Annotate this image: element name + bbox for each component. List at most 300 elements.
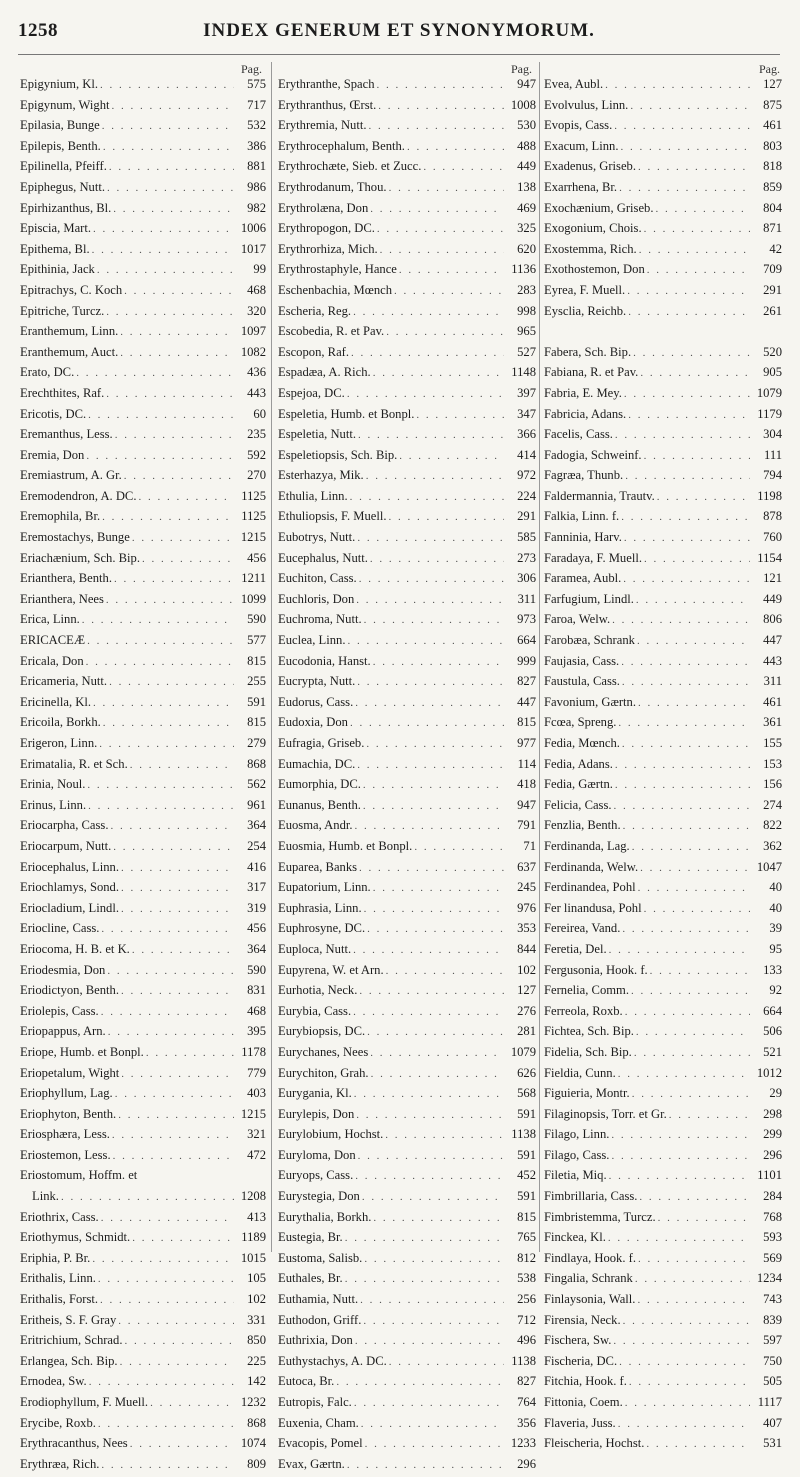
entry-page: 395 xyxy=(247,1024,266,1039)
leader-dots xyxy=(637,244,750,256)
index-entry xyxy=(278,1230,536,1251)
entry-name: Erythrochæte, Sieb. et Zucc. xyxy=(278,159,422,174)
entry-name: Espeletia, Humb. et Bonpl. xyxy=(278,406,415,421)
entry-page: 95 xyxy=(769,941,782,956)
leader-dots xyxy=(348,491,504,503)
entry-page: 591 xyxy=(247,694,266,709)
index-entry xyxy=(544,1045,782,1066)
entry-name: Eriothrix, Cass. xyxy=(20,1209,99,1224)
entry-name: Fergusonia, Hook. f. xyxy=(544,962,648,977)
leader-dots xyxy=(603,79,750,91)
entry-page: 319 xyxy=(247,900,266,915)
entry-name: Erinus, Linn. xyxy=(20,797,87,812)
leader-dots xyxy=(116,1315,234,1327)
entry-page: 1125 xyxy=(241,488,266,503)
index-column-1 xyxy=(20,62,266,1471)
page-title: INDEX GENERUM ET SYNONYMORUM. xyxy=(203,20,595,41)
leader-dots xyxy=(104,306,234,318)
leader-dots xyxy=(107,676,234,688)
leader-dots xyxy=(128,759,234,771)
entry-name: Finckea, Kl. xyxy=(544,1230,606,1245)
entry-name: Epigynum, Wight xyxy=(20,97,110,112)
leader-dots xyxy=(634,1026,750,1038)
entry-name: Fedia, Adans. xyxy=(544,756,613,771)
index-entry xyxy=(20,1271,266,1292)
index-entry xyxy=(544,963,782,984)
index-entry xyxy=(544,901,782,922)
index-entry xyxy=(20,304,266,325)
entry-name: Eurythalia, Borkh. xyxy=(278,1209,372,1224)
entry-page: 590 xyxy=(247,962,266,977)
entry-page: 859 xyxy=(763,179,782,194)
entry-name: Exostemma, Rich. xyxy=(544,241,637,256)
entry-name: Euthodon, Griff. xyxy=(278,1312,362,1327)
entry-name: Escobedia, R. et Pav. xyxy=(278,324,385,339)
entry-name: Fernelia, Comm. xyxy=(544,983,629,998)
index-entry xyxy=(278,1148,536,1169)
entry-page: 1233 xyxy=(510,1436,536,1451)
entry-name: Fischeria, DC. xyxy=(544,1353,618,1368)
entry-page: 29 xyxy=(769,1086,782,1101)
entry-name: Euryloma, Don xyxy=(278,1147,356,1162)
leader-dots xyxy=(387,511,505,523)
entry-page: 40 xyxy=(769,880,782,895)
entry-page: 844 xyxy=(517,941,536,956)
entry-name: Evea, Aubl. xyxy=(544,77,604,91)
index-entry xyxy=(278,612,536,633)
entry-page: 276 xyxy=(517,1003,536,1018)
leader-dots xyxy=(616,1068,750,1080)
column-divider xyxy=(271,62,272,1252)
entry-page: 255 xyxy=(247,674,266,689)
entry-page: 138 xyxy=(517,179,536,194)
leader-dots xyxy=(356,429,504,441)
index-entry xyxy=(278,777,536,798)
leader-dots xyxy=(364,738,504,750)
entry-name: Eriachænium, Sch. Bip. xyxy=(20,550,140,565)
entry-name: Espadæa, A. Rich. xyxy=(278,365,371,380)
entry-name: Eurybia, Cass. xyxy=(278,1003,352,1018)
leader-dots xyxy=(352,1088,504,1100)
entry-page: 585 xyxy=(517,530,536,545)
entry-name: Fanninia, Harv. xyxy=(544,530,622,545)
leader-dots xyxy=(351,944,504,956)
entry-page: 461 xyxy=(763,694,782,709)
entry-page: 127 xyxy=(517,983,536,998)
leader-dots xyxy=(355,676,504,688)
leader-dots xyxy=(623,1006,750,1018)
leader-dots xyxy=(368,553,504,565)
leader-dots xyxy=(358,1294,504,1306)
leader-dots xyxy=(630,1088,750,1100)
index-entry xyxy=(278,77,536,98)
leader-dots xyxy=(656,1212,750,1224)
entry-page: 456 xyxy=(247,921,266,936)
entry-name: Erimatalia, R. et Sch. xyxy=(20,756,128,771)
entry-name: Eriolepis, Cass. xyxy=(20,1003,99,1018)
leader-dots xyxy=(345,388,504,400)
entry-name: Erodiophyllum, F. Muell. xyxy=(20,1395,149,1409)
leader-dots xyxy=(91,223,234,235)
entry-page: 245 xyxy=(517,880,536,895)
entry-name: Espejoa, DC. xyxy=(278,385,345,400)
index-entry xyxy=(278,427,536,448)
index-entry xyxy=(544,1374,782,1395)
index-entry xyxy=(20,262,266,283)
entry-name: Euxenia, Cham. xyxy=(278,1415,359,1430)
index-entry xyxy=(20,201,266,222)
leader-dots xyxy=(59,1191,234,1203)
leader-dots xyxy=(345,1459,504,1471)
index-entry xyxy=(544,736,782,757)
leader-dots xyxy=(119,1068,234,1080)
index-entry xyxy=(278,139,536,160)
index-entry xyxy=(20,1436,266,1457)
entry-page: 386 xyxy=(247,138,266,153)
entry-name: Ericameria, Nutt. xyxy=(20,674,108,689)
leader-dots xyxy=(369,1068,504,1080)
leader-dots xyxy=(613,779,750,791)
entry-name: Exochænium, Griseb. xyxy=(544,200,654,215)
entry-page: 779 xyxy=(247,1065,266,1080)
index-entry xyxy=(20,715,266,736)
entry-page: 1008 xyxy=(510,97,536,112)
leader-dots xyxy=(100,120,234,132)
index-entry xyxy=(544,942,782,963)
index-entry xyxy=(278,386,536,407)
leader-dots xyxy=(119,862,234,874)
leader-dots xyxy=(626,409,750,421)
index-entry xyxy=(544,1168,782,1189)
entry-name: Ferdinandea, Pohl xyxy=(544,880,636,895)
leader-dots xyxy=(375,79,504,91)
entry-name: Eriostemon, Less. xyxy=(20,1147,111,1162)
index-entry xyxy=(544,1313,782,1334)
entry-name: Eurychiton, Grah. xyxy=(278,1065,369,1080)
index-entry xyxy=(20,1354,266,1375)
entry-page: 998 xyxy=(517,303,536,318)
index-entry xyxy=(278,695,536,716)
entry-name: Epigynium, Kl. xyxy=(20,77,99,91)
entry-page: 1198 xyxy=(757,488,782,503)
entry-page: 562 xyxy=(247,777,266,792)
entry-name: Epilepis, Benth. xyxy=(20,138,101,153)
entry-name: Eudorus, Cass. xyxy=(278,694,354,709)
entry-name: Exacum, Linn. xyxy=(544,138,619,153)
leader-dots xyxy=(351,306,504,318)
index-entry xyxy=(278,1045,536,1066)
entry-page: 982 xyxy=(247,200,266,215)
entry-name: Eremiastrum, A. Gr. xyxy=(20,468,122,483)
entry-page: 818 xyxy=(763,159,782,174)
entry-name: Evopis, Cass. xyxy=(544,118,613,133)
entry-name: Facelis, Cass. xyxy=(544,427,613,442)
entry-name: Euthystachys, A. DC. xyxy=(278,1353,387,1368)
entry-page: 1101 xyxy=(757,1168,782,1183)
entry-page: 254 xyxy=(247,838,266,853)
index-entry xyxy=(20,489,266,510)
entry-name: Epithinia, Jack xyxy=(20,262,95,277)
leader-dots xyxy=(110,100,234,112)
leader-dots xyxy=(97,738,234,750)
leader-dots xyxy=(619,141,751,153)
leader-dots xyxy=(612,800,750,812)
leader-dots xyxy=(421,161,504,173)
entry-name: Farfugium, Lindl. xyxy=(544,591,634,606)
index-entry xyxy=(278,1066,536,1087)
entry-name: Ethuliopsis, F. Muell. xyxy=(278,509,387,524)
entry-name: Erianthera, Benth. xyxy=(20,571,112,586)
entry-page: 311 xyxy=(763,674,782,689)
index-entry xyxy=(278,1313,536,1334)
entry-page: 593 xyxy=(763,1230,782,1245)
entry-page: 40 xyxy=(769,900,782,915)
entry-page: 760 xyxy=(763,530,782,545)
entry-page: 1117 xyxy=(757,1395,782,1409)
leader-dots xyxy=(609,1129,750,1141)
leader-dots xyxy=(405,141,504,153)
entry-name: Ferreola, Roxb. xyxy=(544,1003,623,1018)
leader-dots xyxy=(363,1438,504,1450)
leader-dots xyxy=(635,1294,750,1306)
index-entry xyxy=(278,1354,536,1375)
index-entry xyxy=(278,1210,536,1231)
index-entry xyxy=(20,1024,266,1045)
leader-dots xyxy=(617,182,750,194)
entry-name: Eurhotia, Neck. xyxy=(278,983,358,998)
entry-page: 1211 xyxy=(241,571,266,586)
entry-name: Fer linandusa, Pohl xyxy=(544,900,642,915)
entry-page: 364 xyxy=(247,941,266,956)
entry-name: Fischera, Sw. xyxy=(544,1333,612,1348)
index-entry xyxy=(544,551,782,572)
leader-dots xyxy=(412,841,504,853)
pag-label: Pag. xyxy=(511,62,532,76)
entry-name: Eriodictyon, Benth. xyxy=(20,983,119,998)
index-entry xyxy=(278,1333,536,1354)
index-entry xyxy=(278,1251,536,1272)
index-entry xyxy=(544,427,782,448)
entry-name: Eufragia, Griseb. xyxy=(278,736,365,750)
entry-page: 575 xyxy=(247,77,266,91)
index-entry xyxy=(544,262,782,283)
index-entry xyxy=(20,1004,266,1025)
index-entry xyxy=(278,880,536,901)
entry-page: 449 xyxy=(763,591,782,606)
entry-page: 347 xyxy=(517,406,536,421)
entry-name: Erechthites, Raf. xyxy=(20,385,105,400)
index-entry xyxy=(20,860,266,881)
pag-label: Pag. xyxy=(241,62,262,76)
pag-label: Pag. xyxy=(759,62,780,76)
entry-name: Erythropogon, DC. xyxy=(278,221,375,236)
entry-page: 1215 xyxy=(240,530,266,545)
index-entry xyxy=(20,386,266,407)
entry-name: Espeletia, Nutt. xyxy=(278,427,356,442)
entry-page: 568 xyxy=(517,1086,536,1101)
entry-name: Ericoila, Borkh. xyxy=(20,715,101,730)
leader-dots xyxy=(357,862,504,874)
entry-page: 156 xyxy=(763,777,782,792)
leader-dots xyxy=(617,1356,750,1368)
entry-page: 102 xyxy=(247,1292,266,1307)
entry-name: Fieldia, Cunn. xyxy=(544,1065,616,1080)
entry-page: 961 xyxy=(247,797,266,812)
index-entry xyxy=(278,530,536,551)
entry-page: 256 xyxy=(517,1292,536,1307)
entry-page: 717 xyxy=(247,97,266,112)
index-entry xyxy=(544,1107,782,1128)
entry-name: Fcœa, Spreng. xyxy=(544,715,617,730)
leader-dots xyxy=(86,409,234,421)
entry-name: Eritheis, S. F. Gray xyxy=(20,1312,117,1327)
entry-name: Epitriche, Turcz. xyxy=(20,303,105,318)
index-entry xyxy=(544,592,782,613)
index-entry xyxy=(278,551,536,572)
entry-name: Faujasia, Cass. xyxy=(544,653,620,668)
leader-dots xyxy=(362,1253,504,1265)
leader-dots xyxy=(375,223,504,235)
entry-page: 1099 xyxy=(240,591,266,606)
index-entry xyxy=(20,1127,266,1148)
entry-page: 637 xyxy=(517,859,536,874)
entry-page: 155 xyxy=(763,736,782,750)
index-entry xyxy=(20,1189,266,1210)
leader-dots xyxy=(98,1294,234,1306)
index-entry xyxy=(20,1107,266,1128)
index-entry xyxy=(278,715,536,736)
index-entry xyxy=(278,221,536,242)
entry-name: Erigeron, Linn. xyxy=(20,736,98,750)
leader-dots xyxy=(623,470,750,482)
entry-page: 505 xyxy=(763,1374,782,1389)
index-entry xyxy=(20,1045,266,1066)
entry-name: Eremanthus, Less. xyxy=(20,427,113,442)
leader-dots xyxy=(611,1335,750,1347)
entry-name: Euchloris, Don xyxy=(278,591,355,606)
index-entry xyxy=(20,345,266,366)
leader-dots xyxy=(353,820,504,832)
index-entry xyxy=(544,509,782,530)
entry-name: Epirhizanthus, Bl. xyxy=(20,200,112,215)
entry-page: 436 xyxy=(247,365,266,380)
entry-page: 1178 xyxy=(241,1044,266,1059)
index-entry xyxy=(20,654,266,675)
index-entry xyxy=(20,407,266,428)
entry-name: Ericotis, DC. xyxy=(20,406,87,421)
entry-name: Eriocladium, Lindl. xyxy=(20,900,119,915)
leader-dots xyxy=(349,347,504,359)
entry-name: Eriothymus, Schmidt. xyxy=(20,1230,131,1245)
index-spacer xyxy=(544,324,782,345)
index-entry xyxy=(20,1168,266,1189)
entry-page: 827 xyxy=(517,1374,536,1389)
entry-page: 597 xyxy=(763,1333,782,1348)
entry-name: Erythracanthus, Nees xyxy=(20,1436,128,1451)
entry-page: 626 xyxy=(517,1065,536,1080)
entry-page: 353 xyxy=(517,921,536,936)
leader-dots xyxy=(96,1273,234,1285)
index-entry xyxy=(544,139,782,160)
entry-name: Fimbristemma, Turcz. xyxy=(544,1209,656,1224)
entry-page: 1097 xyxy=(240,324,266,339)
entry-page: 590 xyxy=(247,612,266,627)
leader-dots xyxy=(111,203,234,215)
leader-dots xyxy=(359,1418,504,1430)
leader-dots xyxy=(631,347,750,359)
entry-name: Filaginopsis, Torr. et Gr. xyxy=(544,1106,667,1121)
entry-name: Eurygania, Kl. xyxy=(278,1086,352,1101)
index-entry xyxy=(544,365,782,386)
entry-page: 133 xyxy=(763,962,782,977)
entry-page: 418 xyxy=(517,777,536,792)
leader-dots xyxy=(119,903,234,915)
index-entry xyxy=(20,963,266,984)
entry-page: 296 xyxy=(763,1147,782,1162)
leader-dots xyxy=(99,1212,234,1224)
entry-name: Fichtea, Sch. Bip. xyxy=(544,1024,634,1039)
entry-name: Eurychanes, Nees xyxy=(278,1044,369,1059)
entry-name: Fabricia, Adans. xyxy=(544,406,627,421)
entry-page: 1138 xyxy=(511,1353,536,1368)
leader-dots xyxy=(357,573,504,585)
entry-name: Eysclia, Reichb. xyxy=(544,303,627,318)
leader-dots xyxy=(86,800,234,812)
leader-dots xyxy=(371,367,504,379)
entry-page: 765 xyxy=(517,1230,536,1245)
index-entry xyxy=(20,365,266,386)
index-entry xyxy=(544,1004,782,1025)
entry-name: Eumorphia, DC. xyxy=(278,777,361,792)
entry-name: Exadenus, Griseb. xyxy=(544,159,636,174)
index-entry xyxy=(544,612,782,633)
entry-name: Flaveria, Juss. xyxy=(544,1415,616,1430)
entry-name: Finlaysonia, Wall. xyxy=(544,1292,636,1307)
entry-name: Filetia, Miq. xyxy=(544,1168,607,1183)
index-entry xyxy=(278,901,536,922)
leader-dots xyxy=(343,1273,504,1285)
index-entry xyxy=(20,1230,266,1251)
index-entry xyxy=(20,1086,266,1107)
entry-page: 750 xyxy=(763,1353,782,1368)
index-entry xyxy=(20,736,266,757)
entry-name: Figuieria, Montr. xyxy=(544,1086,630,1101)
entry-page: 804 xyxy=(763,200,782,215)
entry-page: 235 xyxy=(247,427,266,442)
entry-name: Firensia, Neck. xyxy=(544,1312,621,1327)
leader-dots xyxy=(636,697,750,709)
index-column-2 xyxy=(278,62,536,1471)
entry-name: Faroa, Welw. xyxy=(544,612,611,627)
leader-dots xyxy=(613,759,750,771)
entry-page: 291 xyxy=(517,509,536,524)
entry-page: 321 xyxy=(247,1127,266,1142)
leader-dots xyxy=(636,882,750,894)
leader-dots xyxy=(354,594,504,606)
entry-page: 878 xyxy=(763,509,782,524)
entry-page: 403 xyxy=(247,1086,266,1101)
entry-page: 972 xyxy=(517,468,536,483)
leader-dots xyxy=(101,141,234,153)
index-entry xyxy=(544,242,782,263)
entry-name: Eriocarpha, Cass. xyxy=(20,818,109,833)
index-entry xyxy=(278,159,536,180)
index-entry xyxy=(544,118,782,139)
entry-name: Erycibe, Roxb. xyxy=(20,1415,96,1430)
leader-dots xyxy=(130,944,234,956)
index-entry xyxy=(278,1168,536,1189)
entry-page: 1082 xyxy=(240,344,266,359)
